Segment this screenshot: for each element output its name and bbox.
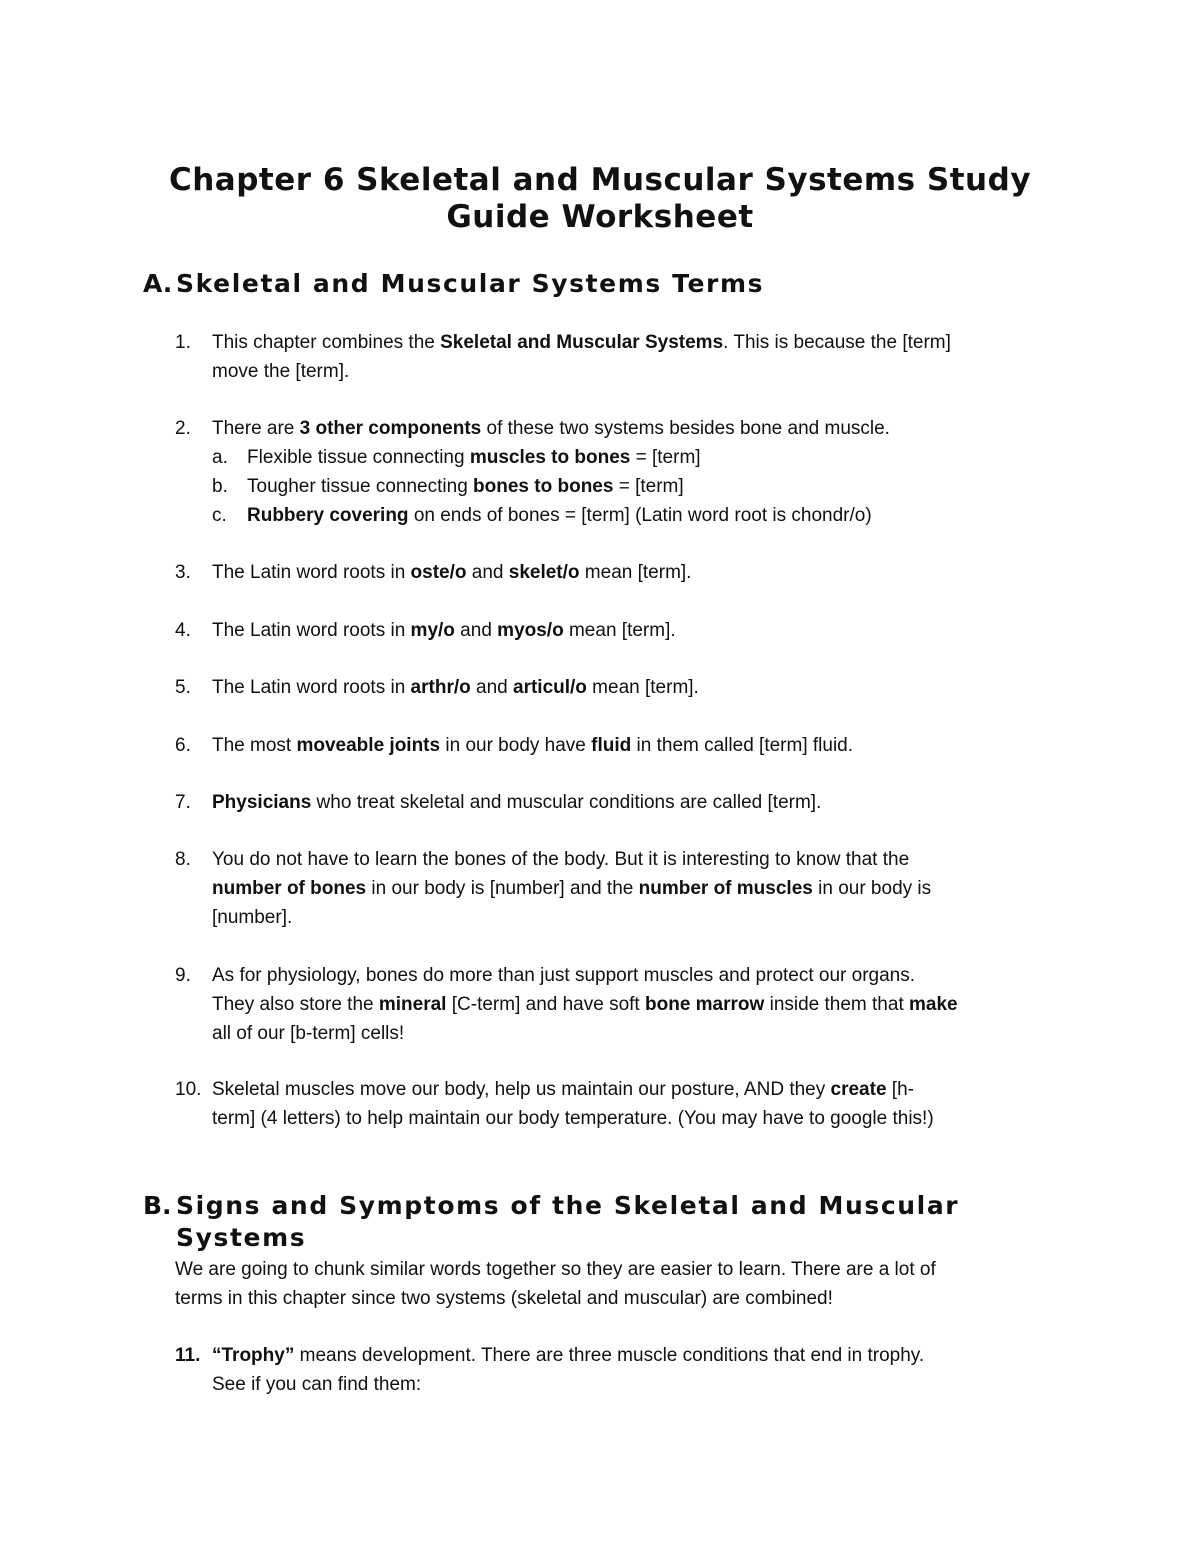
q6-text-3: in them called [term] fluid. (631, 735, 854, 756)
section-b-heading (143, 1190, 959, 1254)
section-a-title: Skeletal and Muscular Systems Terms (176, 269, 765, 298)
question-number: 1. (175, 332, 191, 353)
q8-line-3: [number]. (212, 907, 293, 928)
q1-bold: Skeletal and Muscular Systems (440, 332, 724, 353)
section-a-heading (143, 268, 764, 300)
section-b-title-line-1: Signs and Symptoms of the Skeletal and Muscular (176, 1191, 960, 1220)
q9-line-3: all of our [b-term] cells! (212, 1023, 405, 1044)
section-b-letter: B. (143, 1191, 172, 1220)
q11-text: means development. There are three muscle conditions that end in trophy. (294, 1345, 925, 1366)
q5-text-3: mean [term]. (586, 677, 699, 698)
q5-text-2: and (470, 677, 513, 698)
q9-text-2: [C-term] and have soft (446, 994, 645, 1015)
q9-text-3: inside them that (764, 994, 910, 1015)
question-number: 11. (175, 1345, 201, 1366)
q10-line-2: term] (4 letters) to help maintain our body temperature. (You may have to google this!) (212, 1108, 934, 1129)
q4-text-3: mean [term]. (563, 620, 676, 641)
q3-text-3: mean [term]. (579, 562, 692, 583)
q2a-bold: muscles to bones (469, 447, 631, 468)
q2c-bold: Rubbery covering (247, 505, 409, 526)
q4-bold-2: myos/o (497, 620, 564, 641)
question-number: 2. (175, 418, 191, 439)
q10-text: Skeletal muscles move our body, help us maintain our posture, AND they (212, 1079, 831, 1100)
q6-text-2: in our body have (440, 735, 592, 756)
q2-bold: 3 other components (299, 418, 482, 439)
question-number: 4. (175, 620, 191, 641)
title-line-2: Guide Worksheet (446, 199, 754, 235)
section-b-title-line-2: Systems (176, 1223, 307, 1252)
intro-line-2: terms in this chapter since two systems (skeletal and muscular) are combined! (175, 1288, 833, 1309)
q8-line-1: You do not have to learn the bones of the body. But it is interesting to know that the (212, 849, 910, 870)
q9-bold-2: bone marrow (645, 994, 765, 1015)
q9-bold-1: mineral (378, 994, 447, 1015)
q3-text-2: and (466, 562, 509, 583)
q8-text: in our body is [number] and the (366, 878, 639, 899)
q2a-text-2: = [term] (630, 447, 701, 468)
q3-bold-2: skelet/o (508, 562, 580, 583)
question-number: 3. (175, 562, 191, 583)
sub-letter: a. (212, 447, 228, 468)
q9-bold-3: make (909, 994, 958, 1015)
q1-text-2: . This is because the [term] (723, 332, 951, 353)
q4-bold-1: my/o (410, 620, 455, 641)
q8-bold-1: number of bones (212, 878, 367, 899)
q5-bold-2: articul/o (513, 677, 587, 698)
question-number: 9. (175, 965, 191, 986)
q8-bold-2: number of muscles (638, 878, 813, 899)
q7-text: who treat skeletal and muscular conditions are called [term]. (311, 792, 822, 813)
q7-bold: Physicians (212, 792, 312, 813)
q8-text-2: in our body is (812, 878, 932, 899)
q3-bold-1: oste/o (410, 562, 467, 583)
sub-letter: c. (212, 505, 227, 526)
section-b-intro (175, 1255, 1075, 1313)
q5-text: The Latin word roots in (212, 677, 411, 698)
q2a-text: Flexible tissue connecting (247, 447, 470, 468)
q9-text: They also store the (212, 994, 379, 1015)
q6-bold-2: fluid (591, 735, 632, 756)
intro-line-1: We are going to chunk similar words together so they are easier to learn. There are a lot of (175, 1259, 936, 1280)
q2c-text: on ends of bones = [term] (Latin word root is chondr/o) (408, 505, 872, 526)
q1-line-2: move the [term]. (212, 361, 350, 382)
q2-text: There are (212, 418, 300, 439)
sub-letter: b. (212, 476, 228, 497)
question-number: 8. (175, 849, 191, 870)
q6-bold-1: moveable joints (296, 735, 441, 756)
q6-text: The most (212, 735, 297, 756)
q11-line-2: See if you can find them: (212, 1374, 422, 1395)
q10-bold: create (830, 1079, 887, 1100)
question-number: 6. (175, 735, 191, 756)
page-title (120, 162, 1080, 236)
q4-text: The Latin word roots in (212, 620, 411, 641)
q2b-bold: bones to bones (473, 476, 614, 497)
question-number: 5. (175, 677, 191, 698)
q2b-text-2: = [term] (613, 476, 684, 497)
q9-line-1: As for physiology, bones do more than just support muscles and protect our organs. (212, 965, 916, 986)
q2b-text: Tougher tissue connecting (247, 476, 474, 497)
q3-text: The Latin word roots in (212, 562, 411, 583)
section-a-letter: A. (143, 269, 173, 298)
q5-bold-1: arthr/o (410, 677, 471, 698)
question-number: 7. (175, 792, 191, 813)
q11-bold: “Trophy” (212, 1345, 295, 1366)
title-line-1: Chapter 6 Skeletal and Muscular Systems Study (168, 162, 1032, 198)
question-number: 10. (175, 1079, 202, 1100)
q1-text: This chapter combines the (212, 332, 441, 353)
q10-text-2: [h- (886, 1079, 914, 1100)
q2-text-2: of these two systems besides bone and muscle. (481, 418, 890, 439)
q4-text-2: and (454, 620, 498, 641)
